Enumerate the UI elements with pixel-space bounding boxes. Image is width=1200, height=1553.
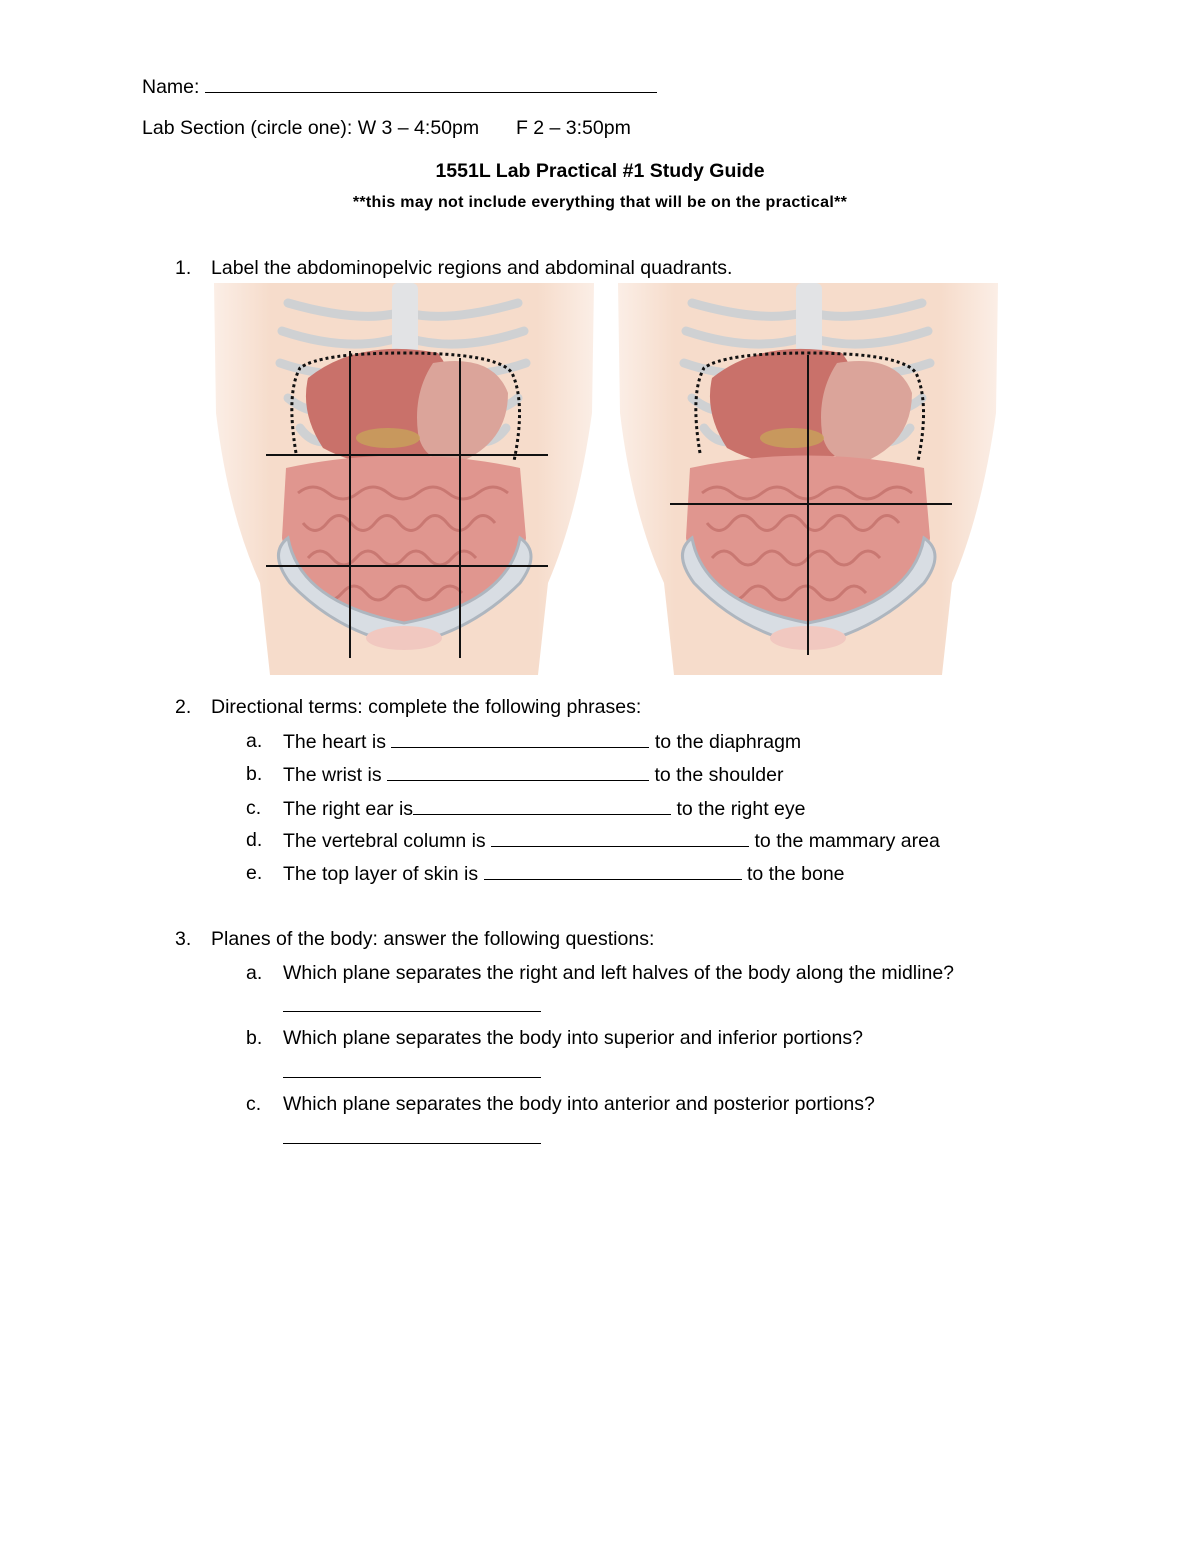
question-number: 3.: [175, 928, 192, 950]
plane-answer-blank-b[interactable]: [283, 1059, 541, 1078]
item-letter: a.: [246, 962, 263, 984]
item-prefix: The heart is: [283, 731, 386, 753]
answer-blank-e[interactable]: [484, 861, 742, 880]
item-text: Which plane separates the body into superior and inferior portions?: [283, 1027, 863, 1049]
plane-answer-row-c: [283, 1125, 541, 1150]
item-prefix: The top layer of skin is: [283, 863, 479, 885]
bladder: [366, 626, 442, 650]
name-row: [142, 74, 657, 99]
item-letter: b.: [246, 763, 263, 785]
lab-section-row: [142, 116, 631, 140]
item-text: Which plane separates the right and left halves of the body along the midline?: [283, 962, 955, 984]
item-suffix: to the shoulder: [654, 764, 784, 786]
page-subtitle: **this may not include everything that will be on the practical**: [352, 194, 848, 211]
question-number: 2.: [175, 696, 192, 718]
section-option-friday[interactable]: F 2 – 3:50pm: [515, 117, 631, 139]
item-prefix: The wrist is: [283, 764, 382, 786]
item-suffix: to the mammary area: [754, 830, 940, 852]
item-text: Which plane separates the body into anterior and posterior portions?: [283, 1093, 875, 1115]
item-text: [283, 762, 783, 787]
item-letter: a.: [246, 730, 263, 752]
sternum: [392, 283, 418, 358]
item-suffix: to the right eye: [676, 798, 806, 820]
question-text: Label the abdominopelvic regions and abdominal quadrants.: [211, 257, 733, 279]
plane-answer-row-b: [283, 1059, 541, 1084]
item-text: [283, 861, 845, 886]
item-suffix: to the bone: [746, 863, 845, 885]
plane-answer-row-a: [283, 993, 541, 1018]
item-letter: c.: [246, 1093, 262, 1115]
page-title: 1551L Lab Practical #1 Study Guide: [435, 160, 765, 182]
answer-blank-c[interactable]: [413, 796, 671, 815]
item-letter: e.: [246, 862, 263, 884]
answer-blank-b[interactable]: [387, 762, 649, 781]
abdominal-quadrants-diagram[interactable]: [612, 283, 1004, 675]
lab-section-label: Lab Section (circle one):: [142, 117, 353, 139]
plane-answer-blank-c[interactable]: [283, 1125, 541, 1144]
item-text: [283, 796, 805, 821]
item-prefix: The vertebral column is: [283, 830, 486, 852]
item-suffix: to the diaphragm: [654, 731, 802, 753]
item-text: [283, 729, 801, 754]
abdominopelvic-regions-diagram[interactable]: [208, 283, 600, 675]
plane-answer-blank-a[interactable]: [283, 993, 541, 1012]
question-number: 1.: [175, 257, 192, 279]
item-letter: d.: [246, 829, 263, 851]
answer-blank-d[interactable]: [491, 828, 749, 847]
item-letter: b.: [246, 1027, 263, 1049]
question-text: Planes of the body: answer the following questions:: [211, 928, 655, 950]
gallbladder: [356, 428, 420, 448]
item-letter: c.: [246, 797, 262, 819]
section-option-wednesday[interactable]: W 3 – 4:50pm: [357, 117, 480, 139]
name-blank[interactable]: [205, 74, 657, 93]
answer-blank-a[interactable]: [391, 729, 649, 748]
sternum: [796, 283, 822, 358]
name-label: Name:: [142, 76, 200, 98]
gallbladder: [760, 428, 824, 448]
question-text: Directional terms: complete the following phrases:: [211, 696, 642, 718]
item-prefix: The right ear is: [283, 798, 414, 820]
item-text: [283, 828, 940, 853]
